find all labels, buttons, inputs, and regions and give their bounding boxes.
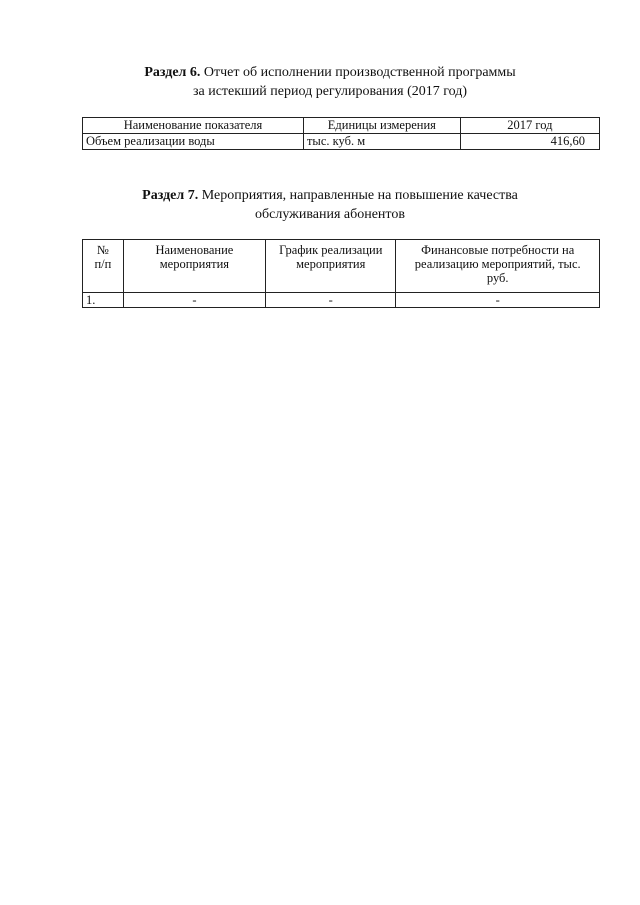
header-number-line-2: п/п bbox=[94, 257, 112, 271]
header-schedule-line-2: мероприятия bbox=[296, 257, 366, 271]
header-unit: Единицы измерения bbox=[303, 118, 460, 134]
header-schedule-line-1: График реализации bbox=[279, 243, 383, 257]
section-7-title-line-1 bbox=[60, 186, 600, 205]
header-indicator-name: Наименование показателя bbox=[83, 118, 304, 134]
header-measure-name-line-1: Наименование bbox=[155, 243, 234, 257]
section-6-title-line-2: за истекший период регулирования (2017 год) bbox=[192, 84, 468, 99]
header-measure-name bbox=[123, 240, 265, 293]
header-financial-needs-line-3: руб. bbox=[486, 271, 509, 285]
section-6-title-line-1 bbox=[60, 63, 600, 82]
header-financial-needs-line-1: Финансовые потребности на bbox=[421, 243, 575, 257]
cell-measure-name: - bbox=[123, 293, 265, 308]
table-row bbox=[83, 134, 600, 150]
header-financial-needs bbox=[396, 240, 600, 293]
table-row bbox=[83, 293, 600, 308]
section-7-title-line-2: обслуживания абонентов bbox=[255, 207, 405, 222]
section-7-heading bbox=[60, 186, 600, 224]
cell-indicator-name: Объем реализации воды bbox=[83, 134, 304, 150]
section-7-label: Раздел 7. bbox=[142, 188, 199, 203]
production-program-report-table bbox=[82, 117, 600, 150]
header-year-2017: 2017 год bbox=[460, 118, 599, 134]
table-header-row bbox=[83, 118, 600, 134]
header-measure-name-line-2: мероприятия bbox=[159, 257, 230, 271]
cell-schedule: - bbox=[266, 293, 396, 308]
table-header-row bbox=[83, 240, 600, 293]
header-number-line-1: № bbox=[96, 243, 109, 257]
header-number bbox=[83, 240, 124, 293]
cell-value: 416,60 bbox=[460, 134, 599, 150]
section-7-title-text: Мероприятия, направленные на повышение качества bbox=[201, 188, 518, 203]
section-6-title-text: Отчет об исполнении производственной программы bbox=[203, 65, 516, 80]
header-financial-needs-line-2: реализацию мероприятий, тыс. bbox=[414, 257, 581, 271]
service-quality-measures-table bbox=[82, 239, 600, 308]
section-6-label: Раздел 6. bbox=[144, 65, 201, 80]
section-6-heading bbox=[60, 63, 600, 101]
cell-unit: тыс. куб. м bbox=[303, 134, 460, 150]
cell-financial-needs: - bbox=[396, 293, 600, 308]
cell-number: 1. bbox=[83, 293, 124, 308]
header-schedule bbox=[266, 240, 396, 293]
